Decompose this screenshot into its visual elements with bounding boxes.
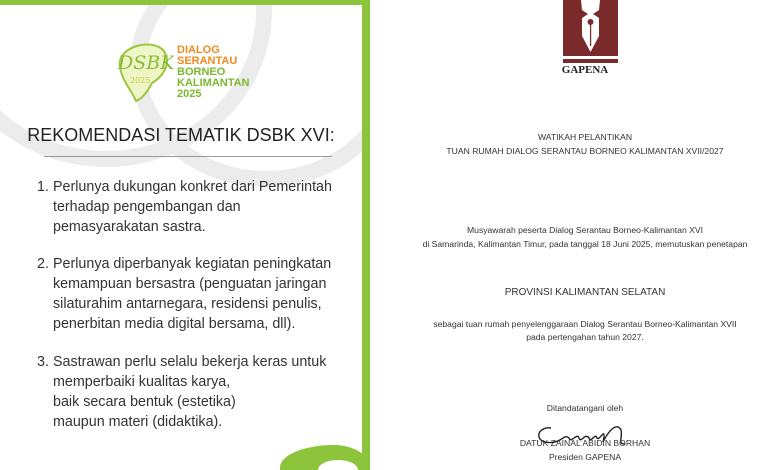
gapena-name: GAPENA bbox=[561, 64, 609, 76]
logo-line: BORNEO bbox=[177, 66, 226, 78]
recommendation-item bbox=[37, 177, 357, 237]
certificate-document bbox=[390, 0, 780, 470]
paragraph: Musyawarah peserta Dialog Serantau Borneo-Kalimantan XVI bbox=[467, 225, 703, 235]
recommendation-item bbox=[37, 352, 357, 432]
item-text: Sastrawan perlu selalu bekerja keras untuk memperbaiki kualitas karya, baik secara bentuk (estetika) maupun materi (didaktika). bbox=[53, 354, 327, 430]
recommendation-item bbox=[37, 254, 357, 334]
province-name: PROVINSI KALIMANTAN SELATAN bbox=[504, 287, 666, 298]
logo-line: 2025 bbox=[177, 88, 202, 100]
item-text: Perlunya diperbanyak kegiatan peningkatan kemampuan bersastra (penguatan jaringan silaturahim antarnegara, residensi penulis, penerbitan media digital bersama, dll). bbox=[53, 256, 332, 332]
dsbk-logo bbox=[112, 37, 272, 103]
logo-wordmark bbox=[177, 45, 250, 100]
logo-line: DIALOG bbox=[177, 44, 220, 56]
gapena-pen-logo-icon bbox=[563, 0, 618, 64]
recommendation-title: REKOMENDASI TEMATIK DSBK XVI: bbox=[27, 125, 335, 145]
svg-text:2025: 2025 bbox=[130, 76, 151, 85]
item-number: 1. bbox=[37, 179, 49, 195]
divider bbox=[44, 156, 332, 157]
signed-by-label: Ditandatangani oleh bbox=[546, 403, 624, 413]
signer-title: Presiden GAPENA bbox=[548, 452, 622, 462]
svg-text:DSBK: DSBK bbox=[118, 52, 174, 74]
dsbk-emblem-icon bbox=[112, 37, 174, 103]
recommendation-panel bbox=[0, 0, 370, 470]
signer-name: DATUK ZAINAL ABIDIN BORHAN bbox=[519, 438, 651, 448]
paragraph: pada pertengahan tahun 2027. bbox=[526, 332, 644, 342]
paragraph: sebagai tuan rumah penyelenggaraan Dialog Serantau Borneo-Kalimantan XVII bbox=[433, 319, 737, 329]
certificate-heading: WATIKAH PELANTIKAN bbox=[537, 132, 633, 142]
item-number: 3. bbox=[37, 354, 49, 370]
certificate-subheading: TUAN RUMAH DIALOG SERANTAU BORNEO KALIMANTAN XVII/2027 bbox=[446, 146, 724, 156]
paragraph: di Samarinda, Kalimantan Timur, pada tanggal 18 Juni 2025, memutuskan penetapan bbox=[422, 239, 748, 249]
item-text: Perlunya dukungan konkret dari Pemerintah terhadap pengembangan dan pemasyarakatan sastra. bbox=[53, 179, 332, 235]
logo-line: SERANTAU bbox=[177, 55, 238, 67]
logo-line: KALIMANTAN bbox=[177, 77, 250, 89]
item-number: 2. bbox=[37, 256, 49, 272]
